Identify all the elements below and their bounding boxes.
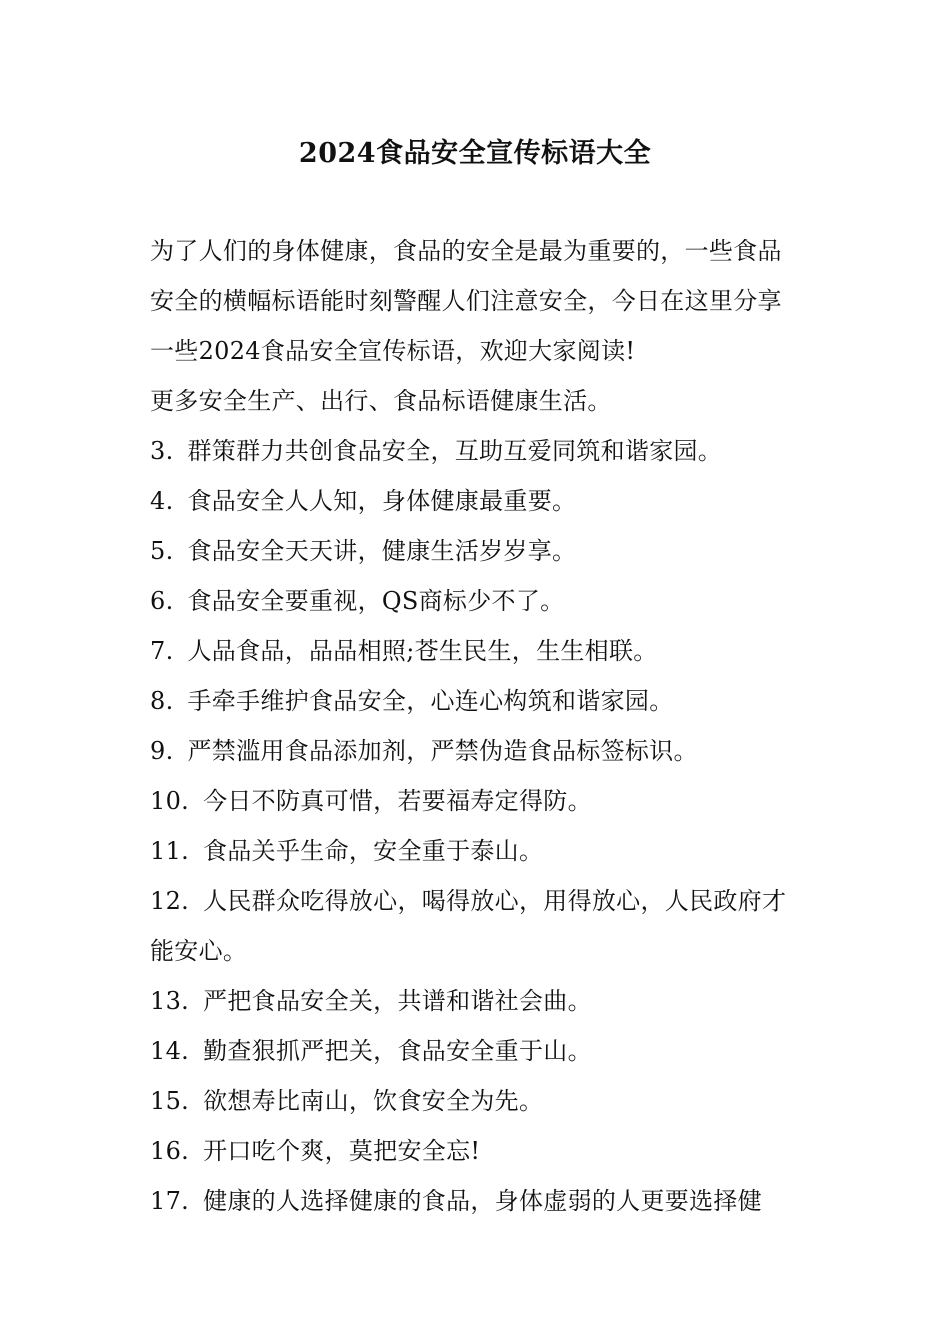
list-item (150, 976, 800, 1026)
document-body (150, 226, 800, 1226)
list-item-text: 严把食品安全关，共谱和谐社会曲。 (203, 987, 592, 1015)
list-item-number: 9. (150, 737, 174, 765)
list-item-text: 手牵手维护食品安全，心连心构筑和谐家园。 (187, 687, 674, 715)
document-title: 2024食品安全宣传标语大全 (298, 138, 652, 169)
list-item-text: 健康的人选择健康的食品，身体虚弱的人更要选择健 (203, 1187, 762, 1215)
list-item (150, 1026, 800, 1076)
list-item (150, 876, 800, 976)
list-item (150, 1126, 800, 1176)
list-item-text: 开口吃个爽，莫把安全忘! (203, 1137, 481, 1165)
list-item-number: 16. (150, 1137, 190, 1165)
list-item (150, 526, 800, 576)
list-item-number: 17. (150, 1187, 190, 1215)
list-item (150, 1176, 800, 1226)
list-item (150, 576, 800, 626)
list-item-number: 10. (150, 787, 190, 815)
list-item (150, 726, 800, 776)
list-item-text: 今日不防真可惜，若要福寿定得防。 (203, 787, 592, 815)
list-item-number: 15. (150, 1087, 190, 1115)
list-item-number: 3. (150, 437, 174, 465)
list-item-number: 12. (150, 887, 190, 915)
list-item-text: 勤查狠抓严把关，食品安全重于山。 (203, 1037, 592, 1065)
list-item-text: 人民群众吃得放心，喝得放心，用得放心，人民政府才能安心。 (150, 887, 787, 965)
list-item-text: 群策群力共创食品安全，互助互爱同筑和谐家园。 (187, 437, 723, 465)
intro-paragraph-more: 更多安全生产、出行、食品标语健康生活。 (150, 387, 612, 415)
list-item-text: 食品安全天天讲，健康生活岁岁享。 (187, 537, 577, 565)
list-item-number: 13. (150, 987, 190, 1015)
list-item-text: 食品关乎生命，安全重于泰山。 (203, 837, 544, 865)
list-item-number: 8. (150, 687, 174, 715)
list-item-number: 4. (150, 487, 174, 515)
list-item (150, 426, 800, 476)
list-item-number: 11. (150, 837, 190, 865)
list-item-number: 7. (150, 637, 174, 665)
list-item-text: 人品食品，品品相照;苍生民生，生生相联。 (187, 637, 658, 665)
list-item-text: 严禁滥用食品添加剂，严禁伪造食品标签标识。 (187, 737, 698, 765)
list-item (150, 676, 800, 726)
list-item-number: 6. (150, 587, 174, 615)
list-item (150, 476, 800, 526)
list-item-text: 食品安全人人知，身体健康最重要。 (187, 487, 577, 515)
list-item-text: 食品安全要重视，QS商标少不了。 (187, 587, 565, 615)
intro-paragraph: 为了人们的身体健康，食品的安全是最为重要的，一些食品安全的横幅标语能时刻警醒人们注意安全，今日在这里分享一些2024食品安全宣传标语，欢迎大家阅读! (150, 237, 782, 365)
list-item (150, 826, 800, 876)
list-item-number: 14. (150, 1037, 190, 1065)
list-item-text: 欲想寿比南山，饮食安全为先。 (203, 1087, 544, 1115)
list-item (150, 1076, 800, 1126)
list-item (150, 626, 800, 676)
list-item (150, 776, 800, 826)
list-item-number: 5. (150, 537, 174, 565)
